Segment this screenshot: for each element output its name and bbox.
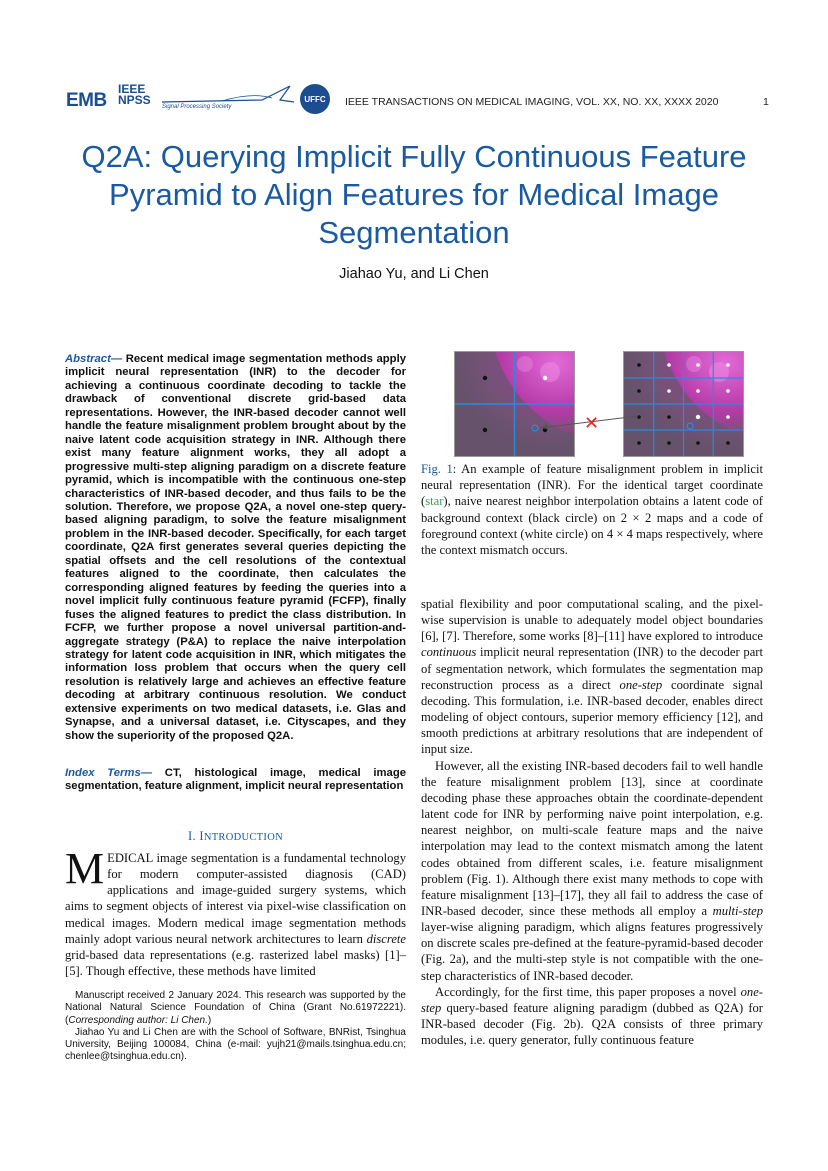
abstract <box>65 353 406 743</box>
index-terms-text: CT, histological image, medical image segmentation, feature alignment, implicit neural representation <box>65 767 406 793</box>
drop-cap: M <box>65 844 105 893</box>
figure-label: Fig. 1 <box>421 462 453 476</box>
paragraph: Accordingly, for the first time, this paper proposes a novel one-step query-based feature aligning paradigm (dubbed as Q2A) for INR-based decoder (Fig. 2b). Q2A consists of three primary modules, i.e. query generator, fully continuous feature <box>421 984 763 1048</box>
figure-panel-2x2 <box>454 351 575 457</box>
sps-logo: Signal Processing Society <box>162 104 232 110</box>
body-right-column <box>421 596 763 1048</box>
abstract-text: Recent medical image segmentation methods apply implicit neural representation (INR) to the decoder for achieving a continuous coordinate decoding to tackle the drawback of conventional discrete grid-based data representations. However, the INR-based decoder cannot well handle the feature misalignment problem brought about by the naive latent code acquisition strategy in INR. Although there exist many feature alignment works, they all adopt a progressive multi-step aligning paradigm on a discrete feature pyramid, which is incompatible with the continuous one-step characteristics of INR-based decoder, and thus fails to be the solution. Therefore, we propose Q2A, a novel one-step query-based aligning paradigm, to solve the feature misalignment problem in the INR-based decoder. Specifically, for each target coordinate, Q2A first generates several queries depicting the spatial offsets and the cell resolutions of the contextual features aligned to the coordinate, then calculates the corresponding aligned features by feeding the queries into a novel implicit fully continuous feature pyramid (FCFP), finally fuses the aligned features to predict the class distribution. In FCFP, we further propose a novel universal partition-and-aggregate strategy (P&A) to replace the naive interpolation strategy for latent code acquisition in INR, which mitigates the information loss problem that occurs when the query cell resolution is relatively large and achieves an effective feature decoding at arbitrary continuous resolution. We conduct extensive experiments on two medical datasets, i.e. Glas and Synapse, and a universal dataset, i.e. Cityscapes, and they show the superiority of the proposed Q2A. <box>65 353 406 742</box>
uffc-logo: UFFC <box>300 84 330 114</box>
footnote <box>65 990 406 1064</box>
sps-logo-graphic <box>162 84 294 106</box>
paper-title: Q2A: Querying Implicit Fully Continuous Feature Pyramid to Align Features for Medical Image Segmentation <box>81 139 747 250</box>
npss-logo: IEEE NPSS <box>118 82 151 107</box>
introduction-text: MEDICAL image segmentation is a fundamental technology for modern computer-assisted diagnosis (CAD) applications and image-guided surgery systems, which aims to segment objects of interest via pixel-wise classification on medical images. Modern medical image segmentation methods mainly adopt various neural network architectures to learn discrete grid-based data representations (e.g. rasterized label masks) [1]–[5]. Though effective, these methods have limited <box>65 844 406 979</box>
section-heading: I. INTRODUCTION <box>188 829 283 843</box>
figure-caption: Fig. 1: An example of feature misalignment problem in implicit neural representation (INR). For the identical target coordinate (star), naive nearest neighbor interpolation obtains a latent code of background context (black circle) on 2 × 2 maps and a code of foreground context (white circle) on 4 × 4 maps respectively, where the context mismatch occurs. <box>421 462 763 558</box>
footnote-manuscript: Manuscript received 2 January 2024. This research was supported by the National Natural Science Foundation of China (Grant No.61972221). (Corresponding author: Li Chen.) <box>65 990 406 1026</box>
mismatch-cross-icon: ✕ <box>584 413 600 434</box>
index-terms <box>65 767 406 794</box>
page-number: 1 <box>763 96 769 108</box>
paragraph: spatial flexibility and poor computational scaling, and the pixel-wise supervision is unable to adequately model object boundaries [6], [7]. Therefore, some works [8]–[11] have explored to introduce continuous implicit neural representation (INR) to the decoder part of segmentation network, which formulates the segmentation map reconstruction process as a direct one-step coordinate signal decoding. This formulation, i.e. INR-based decoder, enables direct modeling of object contours, superior memory efficiency [12], and smooth predictions at arbitrary resolutions that are independent of input size. <box>421 597 763 757</box>
authors: Jiahao Yu, and Li Chen <box>339 266 489 282</box>
paragraph: However, all the existing INR-based decoders fail to well handle the feature misalignment problem [13], since at coordinate decoding phase these approaches obtain the coordinate-dependent latent code for INR by performing naive point interpolation, e.g. nearest neighbor, on multi-scale feature maps and the naive interpolation may lead to the context mismatch among the latent codes obtained from different scales, i.e. feature misalignment problem (Fig. 1). Although there exist many methods to cope with feature misalignment [13]–[17], they all fail to address the case of INR-based decoder, since these methods all employ a multi-step layer-wise aligning paradigm, which aligns features progressively on discrete scales pre-defined at the feature-pyramid-based decoder (Fig. 2a), and the multi-step style is not compatible with the one-step characteristics of INR-based decoder. <box>421 758 763 983</box>
emb-logo: EMB <box>66 90 107 111</box>
footnote-affiliation: Jiahao Yu and Li Chen are with the School of Software, BNRist, Tsinghua University, Beijing 100084, China (e-mail: yujh21@mails.tsinghua.edu.cn; chenlee@tsinghua.edu.cn). <box>65 1026 406 1063</box>
abstract-label: Abstract— <box>65 353 123 365</box>
figure-panel-4x4 <box>623 351 744 457</box>
journal-logos <box>66 82 338 120</box>
running-head: IEEE TRANSACTIONS ON MEDICAL IMAGING, VOL. XX, NO. XX, XXXX 2020 <box>345 96 719 108</box>
index-terms-label: Index Terms— <box>65 767 153 779</box>
